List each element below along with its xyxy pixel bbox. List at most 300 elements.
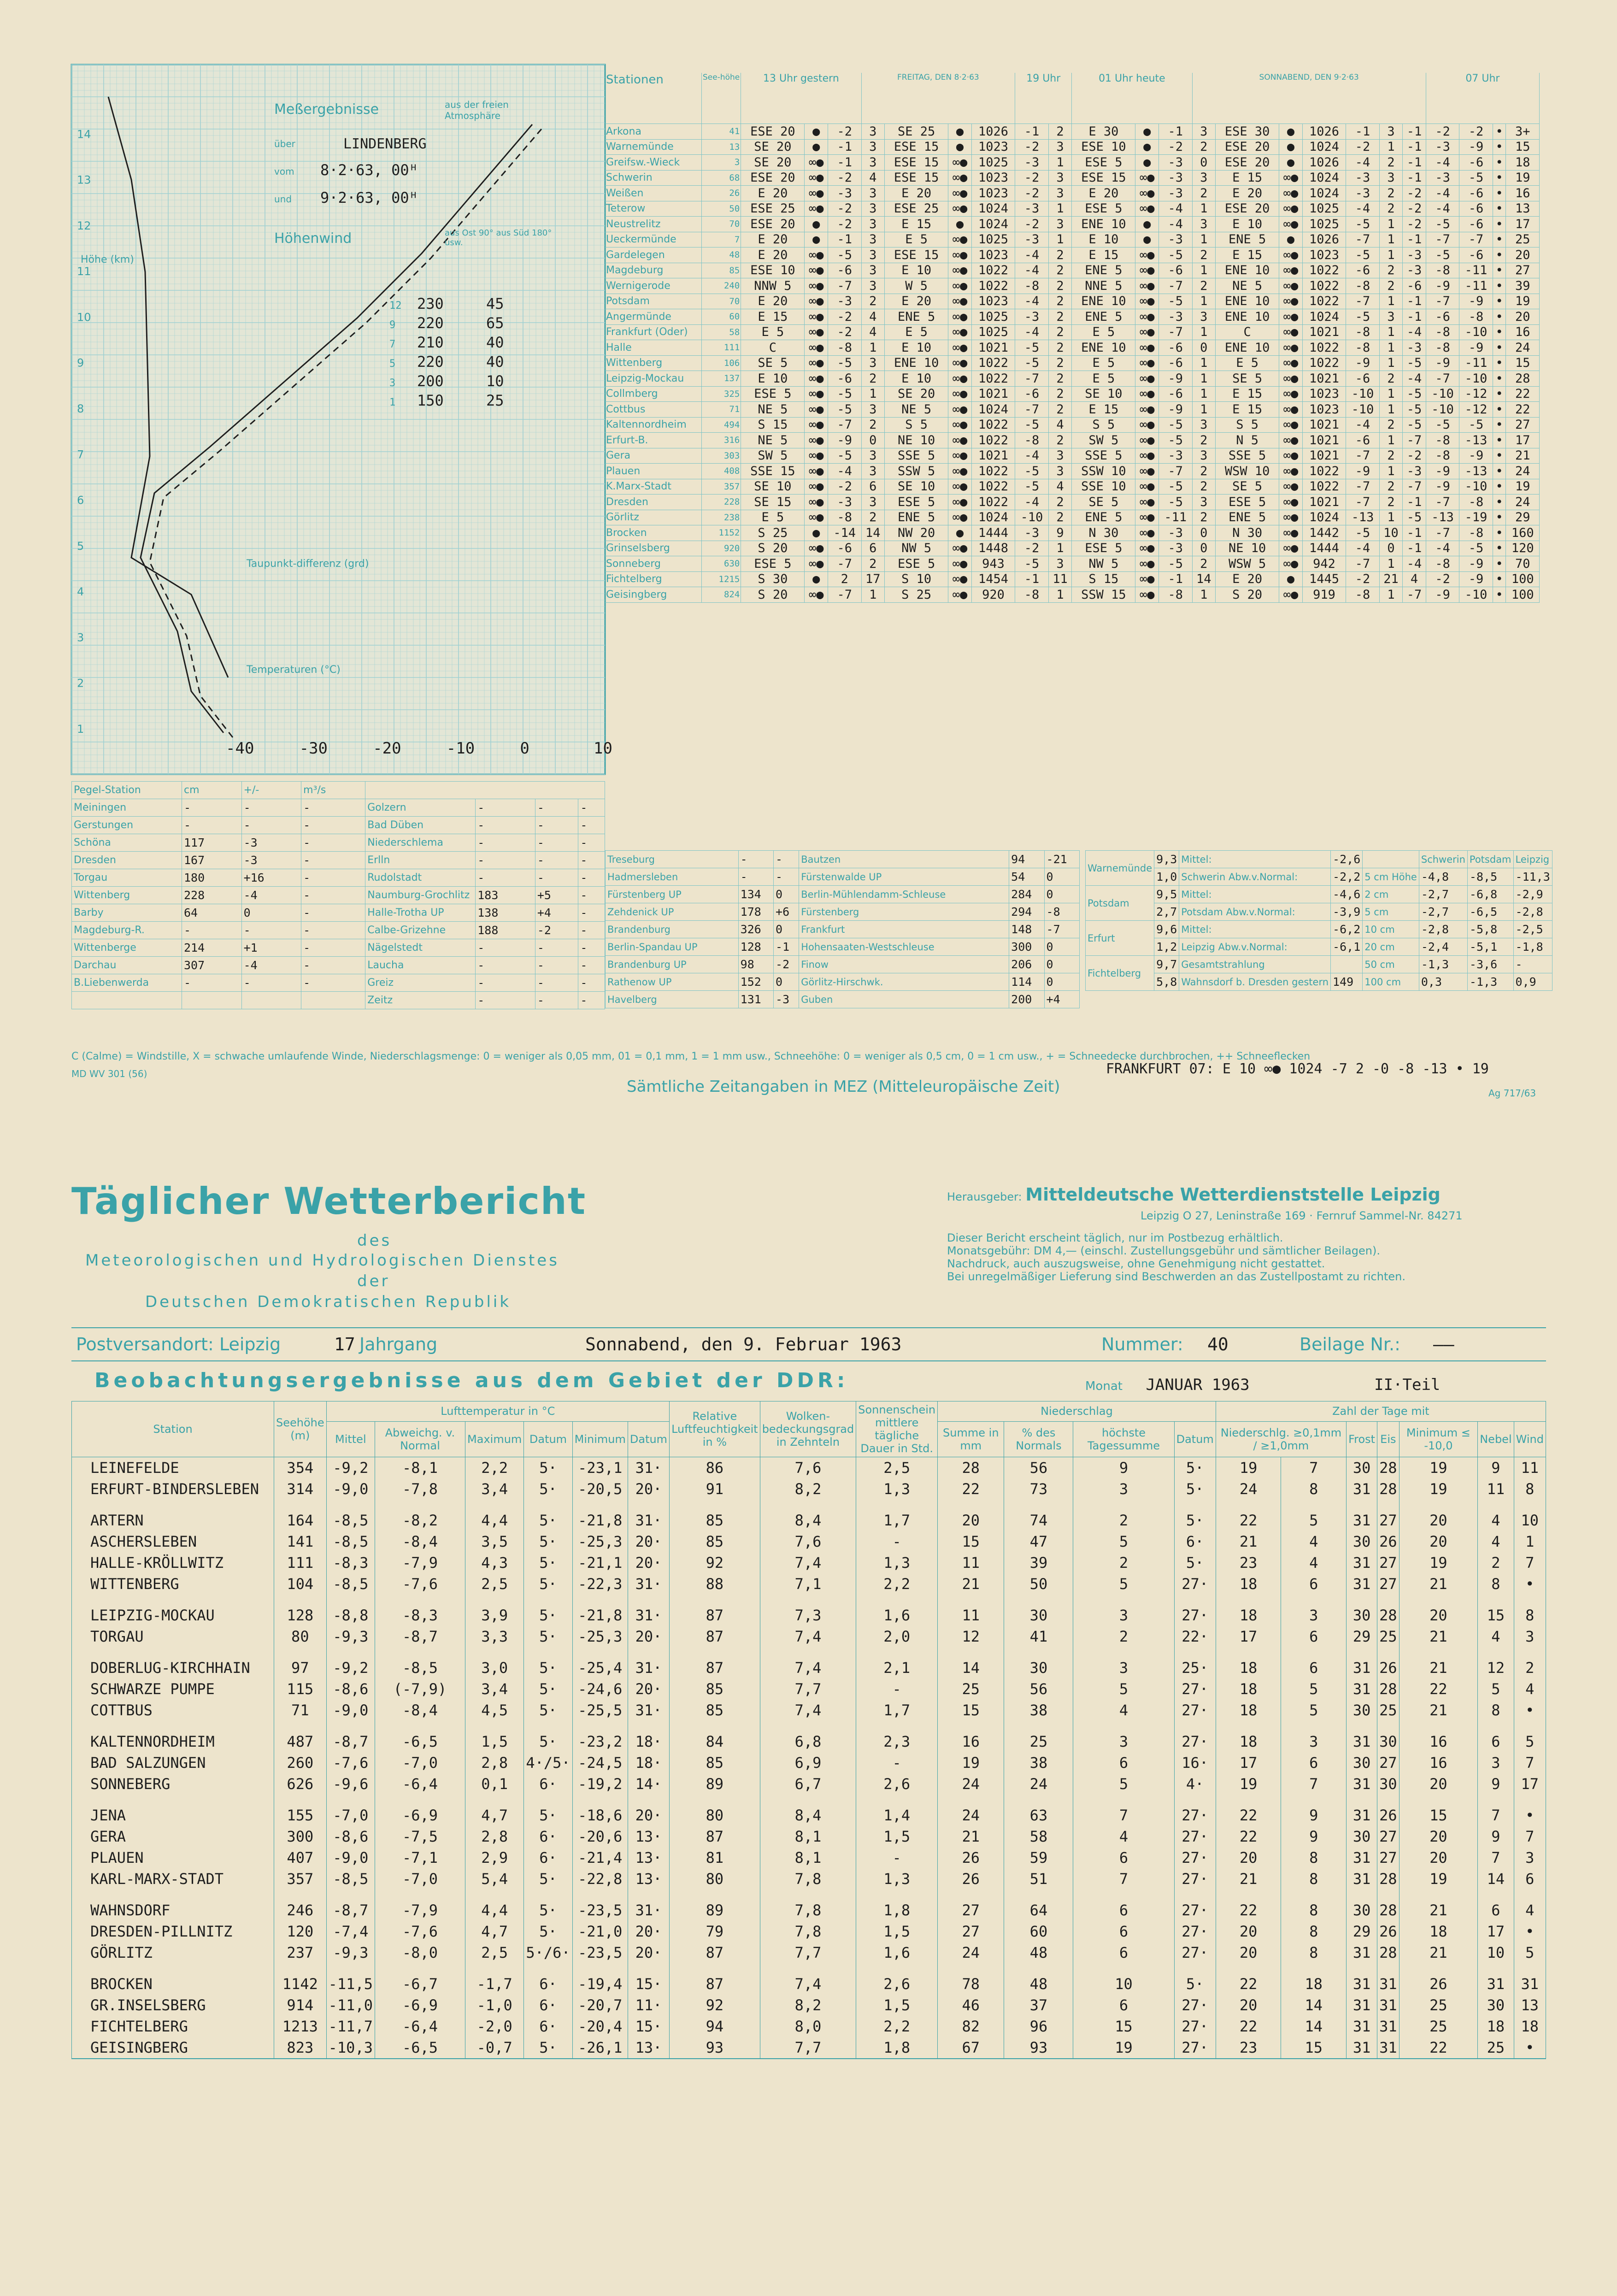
station-cell: -2 (1403, 217, 1426, 232)
gap-cell (1073, 1595, 1174, 1605)
station-alt: 48 (702, 247, 741, 263)
cell: 2 (1478, 1552, 1514, 1573)
cell: 27· (1174, 1921, 1216, 1942)
station-cell: -2 (1403, 186, 1426, 201)
cell: 31· (628, 1510, 669, 1531)
mean-temp-value: -6,2 (1331, 921, 1363, 938)
part-label: II·Teil (1374, 1376, 1441, 1394)
pub-name: Mitteldeutsche Wetterdienststelle Leipzig (1025, 1184, 1441, 1205)
station-cell: ● (805, 232, 828, 247)
station-cell: 1025 (1302, 201, 1346, 217)
cell: 22 (1216, 2016, 1281, 2037)
cell: 16 (1399, 1752, 1478, 1773)
station-cell: • (1493, 124, 1506, 140)
gap-cell (1478, 1795, 1514, 1805)
havel-name: Brandenburg UP (606, 956, 739, 973)
gap-cell (524, 1595, 572, 1605)
gap-cell (72, 1890, 274, 1900)
station-cell: -4 (1015, 495, 1048, 510)
station-cell: -7 (1426, 495, 1459, 510)
cell: 28 (1377, 1900, 1399, 1921)
cell: 1,5 (856, 1995, 938, 2016)
station-cell: SE 10 (885, 479, 948, 495)
havel-name: Havelberg (606, 991, 739, 1008)
cell: 15· (628, 2016, 669, 2037)
cell: 3,4 (465, 1678, 524, 1700)
station-cell: -8 (1015, 587, 1048, 603)
cell: 26 (1377, 1531, 1399, 1552)
station-cell: ● (1135, 155, 1159, 171)
spree-diff: 0 (1044, 886, 1079, 903)
station-cell: 3 (1379, 309, 1403, 325)
station-cell: -1 (1015, 571, 1048, 587)
station-cell: 1 (1192, 263, 1216, 278)
station-cell: -3 (1159, 448, 1192, 464)
station-alt: 60 (702, 309, 741, 325)
spree-value: 300 (1009, 938, 1044, 956)
cell: 30 (1377, 1773, 1399, 1795)
gap-cell (1347, 1500, 1377, 1510)
day2-label: 01 Uhr heute (1072, 73, 1192, 124)
station-cell: 1 (861, 587, 885, 603)
cell: 19 (938, 1752, 1004, 1773)
station-cell: -5 (1346, 217, 1379, 232)
cell: 92 (670, 1995, 760, 2016)
station-cell: ∞● (948, 386, 972, 402)
station-cell: 1 (861, 386, 885, 402)
gap-cell (1073, 1647, 1174, 1657)
station-cell: ∞● (948, 587, 972, 603)
station-cell: 0 (1192, 541, 1216, 556)
station-cell: NW 20 (885, 525, 948, 541)
row-gap (72, 1795, 1546, 1805)
cell: -7,9 (375, 1900, 465, 1921)
cell: 19 (1399, 1552, 1478, 1573)
sunshine-value: 2,7 (1154, 903, 1179, 921)
cell: 20 (1399, 1847, 1478, 1868)
cell: 39 (1004, 1552, 1073, 1573)
h-min10: Minimum ≤ -10,0 (1399, 1421, 1478, 1457)
section-title: Beobachtungsergebnisse aus dem Gebiet der DDR: (94, 1369, 849, 1392)
cell: 26 (1377, 1657, 1399, 1678)
month-value: JANUAR 1963 (1146, 1376, 1250, 1394)
station-cell: -8 (1426, 324, 1459, 340)
gap-cell (572, 1500, 628, 1510)
sunshine-station: Potsdam (1086, 886, 1154, 921)
cell: -21,1 (572, 1552, 628, 1573)
station-cell: 3+ (1506, 124, 1540, 140)
station-cell: ● (948, 124, 972, 140)
gap-cell (1281, 1500, 1347, 1510)
gap-cell (1281, 1721, 1347, 1731)
day1-label: 13 Uhr gestern (741, 73, 861, 124)
cell: 6 (1514, 1868, 1546, 1890)
station-alt: 106 (702, 355, 741, 371)
pub-line-3: Nachdruck, auch auszugsweise, ohne Genehmigung nicht gestattet. (947, 1257, 1325, 1270)
gauge-value: - (578, 817, 605, 834)
station-cell: 1023 (1302, 386, 1346, 402)
sunshine-temp-section (1085, 850, 1550, 991)
station-name: Schwerin (605, 170, 702, 186)
station-cell: E 15 (1216, 386, 1279, 402)
station-cell: S 20 (741, 541, 805, 556)
station-cell: • (1493, 541, 1506, 556)
station-cell: -9 (1459, 556, 1493, 572)
cell: 20 (1399, 1605, 1478, 1626)
sunshine-station: Fichtelberg (1086, 956, 1154, 991)
river-row (606, 921, 1080, 938)
station-name: K.Marx-Stadt (605, 479, 702, 495)
station-name: Collmberg (605, 386, 702, 402)
cell: 9 (1281, 1826, 1347, 1847)
cell: -6,9 (375, 1805, 465, 1826)
station-cell: 1025 (1302, 217, 1346, 232)
station-cell: -2 (1346, 139, 1379, 155)
station-cell: ENE 10 (1072, 340, 1135, 356)
spree-value: 114 (1009, 973, 1044, 991)
station-row (605, 571, 1540, 587)
gauge-value: - (241, 974, 301, 992)
station-cell: 3 (1192, 417, 1216, 433)
gap-cell (465, 1795, 524, 1805)
station-cell: 19 (1506, 479, 1540, 495)
gauge-value: - (535, 817, 578, 834)
station-cell: 1 (1192, 402, 1216, 418)
h-wind: Wind (1514, 1421, 1546, 1457)
station-cell: 1 (1192, 232, 1216, 247)
gauge-empty (241, 992, 301, 1009)
cell: 18 (1478, 2016, 1514, 2037)
station-row (605, 232, 1540, 247)
station-cell: ESE 20 (1216, 201, 1279, 217)
station-cell: 3 (861, 217, 885, 232)
cell: 30 (1478, 1995, 1514, 2016)
gauge-row (72, 992, 605, 1009)
cell: 27 (1377, 1826, 1399, 1847)
gap-cell (375, 1890, 465, 1900)
gap-cell (856, 1890, 938, 1900)
h-cloud: Wolken-bedeckungsgrad in Zehnteln (760, 1401, 856, 1457)
gauge-value: - (241, 922, 301, 939)
gauge-value: - (301, 922, 365, 939)
station-row (605, 186, 1540, 201)
cell: 3,5 (465, 1531, 524, 1552)
table-row (72, 1973, 1546, 1995)
gap-cell (670, 1647, 760, 1657)
cell: 93 (670, 2037, 760, 2059)
station-cell: • (1493, 402, 1506, 418)
cell: 12 (938, 1626, 1004, 1647)
station-cell: 1444 (1302, 541, 1346, 556)
station-name: LEINEFELDE (72, 1457, 274, 1479)
cell: 11 (938, 1552, 1004, 1573)
gap-cell (856, 1963, 938, 1973)
station-cell: SW 5 (741, 448, 805, 464)
station-cell: -6 (1159, 340, 1192, 356)
havel-value: 326 (738, 921, 773, 938)
station-cell: -11 (1159, 510, 1192, 525)
cell: -7,0 (326, 1805, 375, 1826)
cell: 5· (524, 1605, 572, 1626)
x-tick: 0 (520, 739, 529, 758)
gap-cell (72, 1795, 274, 1805)
station-cell: ∞● (1135, 263, 1159, 278)
cell: - (856, 1847, 938, 1868)
soil-value: -1,3 (1467, 973, 1513, 991)
station-cell: ESE 5 (741, 556, 805, 572)
cell: 5· (1174, 1457, 1216, 1479)
cell: 19 (1399, 1868, 1478, 1890)
cell: -1,7 (465, 1973, 524, 1995)
station-cell: 70 (1506, 556, 1540, 572)
mean-temp-label: Gesamtstrahlung (1179, 956, 1331, 973)
gap-cell (72, 1595, 274, 1605)
cell: 7,3 (760, 1605, 856, 1626)
cell: 64 (1004, 1900, 1073, 1921)
station-cell: 4 (1048, 417, 1072, 433)
y-tick: 3 (77, 631, 84, 644)
cell: 1,3 (856, 1478, 938, 1500)
soil-value: -2,4 (1419, 938, 1467, 956)
station-cell: ● (948, 139, 972, 155)
station-cell: ∞● (805, 247, 828, 263)
station-cell: S 5 (1216, 417, 1279, 433)
cell: 20 (1216, 1942, 1281, 1963)
station-cell: -8 (1346, 340, 1379, 356)
beilage-label: Beilage Nr.: (1299, 1334, 1400, 1354)
cell: 5 (1073, 1678, 1174, 1700)
station-cell: 2 (1048, 371, 1072, 387)
station-cell: S 30 (741, 571, 805, 587)
pub-line-1: Dieser Bericht erscheint täglich, nur im Postbezug erhältlich. (947, 1231, 1283, 1244)
table-row (72, 2016, 1546, 2037)
gauge-value: +16 (241, 869, 301, 887)
publisher-block (947, 1184, 1546, 1283)
cell: 7 (1514, 1752, 1546, 1773)
station-cell: -3 (1159, 186, 1192, 201)
station-cell: ∞● (805, 417, 828, 433)
station-cell: -6 (1459, 217, 1493, 232)
station-cell: ∞● (1279, 448, 1303, 464)
station-cell: ∞● (948, 510, 972, 525)
station-cell: -8 (828, 340, 861, 356)
station-cell: -5 (828, 247, 861, 263)
station-cell: 2 (861, 510, 885, 525)
cell: 8 (1281, 1847, 1347, 1868)
station-name: Geisingberg (605, 587, 702, 603)
cell: 4 (1281, 1552, 1347, 1573)
cell: 4 (1514, 1678, 1546, 1700)
station-cell: 1 (1192, 386, 1216, 402)
cell: 13 (1514, 1995, 1546, 2016)
gap-cell (1399, 1647, 1478, 1657)
station-cell: -4 (1159, 217, 1192, 232)
nummer-label: Nummer: (1101, 1334, 1183, 1354)
station-cell: 100 (1506, 587, 1540, 603)
station-cell: 1 (1379, 510, 1403, 525)
cell: 2,8 (465, 1826, 524, 1847)
station-cell: ∞● (1135, 587, 1159, 603)
station-cell: 18 (1506, 155, 1540, 171)
station-cell: -3 (1346, 170, 1379, 186)
cell: 58 (1004, 1826, 1073, 1847)
gap-cell (938, 1647, 1004, 1657)
gauge-value: - (578, 834, 605, 852)
station-cell: 1023 (971, 294, 1015, 309)
cell: • (1514, 2037, 1546, 2059)
station-cell: ESE 5 (1072, 201, 1135, 217)
station-cell: 1021 (971, 340, 1015, 356)
station-cell: SSE 15 (741, 464, 805, 479)
gauge-value: - (182, 974, 242, 992)
cell: 5· (524, 1457, 572, 1479)
gap-cell (1216, 1795, 1281, 1805)
mez-note: Sämtliche Zeitangaben in MEZ (Mitteleuropäische Zeit) (627, 1077, 1060, 1096)
station-cell: ∞● (1279, 433, 1303, 448)
station-cell: -5 (1015, 464, 1048, 479)
station-cell: • (1493, 448, 1506, 464)
soil-header: Leipzig (1513, 851, 1552, 868)
station-cell: E 10 (741, 371, 805, 387)
station-cell: -5 (1426, 417, 1459, 433)
gauge-value: - (578, 957, 605, 974)
havel-spree-section (605, 850, 1080, 1008)
cell: -6,5 (375, 1731, 465, 1752)
gap-cell (856, 1595, 938, 1605)
station-cell: -9 (1346, 355, 1379, 371)
monthly-observations-table (71, 1401, 1546, 2059)
station-name: Gardelegen (605, 247, 702, 263)
gap-cell (670, 1721, 760, 1731)
cell: -0,7 (465, 2037, 524, 2059)
cell: 8,2 (760, 1995, 856, 2016)
station-cell: 1 (1192, 355, 1216, 371)
cell: 9 (1478, 1826, 1514, 1847)
cell: 8 (1478, 1573, 1514, 1595)
gap-cell (326, 1721, 375, 1731)
cell: 4,4 (465, 1900, 524, 1921)
station-name: Leipzig-Mockau (605, 371, 702, 387)
station-alt: 70 (702, 217, 741, 232)
gauge-value: - (476, 939, 535, 957)
cell: 27 (938, 1900, 1004, 1921)
station-cell: SW 5 (1072, 433, 1135, 448)
gap-cell (1514, 1963, 1546, 1973)
cell: 97 (274, 1657, 327, 1678)
station-cell: 1021 (1302, 448, 1346, 464)
cell: 6 (1478, 1900, 1514, 1921)
cell: 5· (524, 1552, 572, 1573)
station-cell: SSE 5 (1072, 448, 1135, 464)
station-cell: N 5 (1216, 433, 1279, 448)
cell: 5·/6· (524, 1942, 572, 1963)
cell: 89 (670, 1773, 760, 1795)
station-cell: ∞● (805, 433, 828, 448)
cell: -25,4 (572, 1657, 628, 1678)
cell: 8 (1281, 1921, 1347, 1942)
station-cell: -10 (1426, 386, 1459, 402)
cell: 30 (1377, 1731, 1399, 1752)
station-cell: -2 (1015, 139, 1048, 155)
cell: -9,0 (326, 1700, 375, 1721)
cell: 22 (1216, 1973, 1281, 1995)
wind-speed: 40 (486, 353, 504, 371)
station-cell: -1 (1403, 294, 1426, 309)
station-cell: -2 (1459, 124, 1493, 140)
station-cell: E 10 (885, 263, 948, 278)
cell: 31 (1377, 1973, 1399, 1995)
station-alt: 920 (702, 541, 741, 556)
station-cell: NE 5 (1216, 278, 1279, 294)
cell: 6 (1073, 1900, 1174, 1921)
spree-value: 148 (1009, 921, 1044, 938)
station-cell: SSW 15 (1072, 587, 1135, 603)
gauge-value: - (578, 887, 605, 904)
station-alt: 7 (702, 232, 741, 247)
cell: 25· (1174, 1657, 1216, 1678)
station-cell: 1 (1379, 217, 1403, 232)
cell: 25 (1377, 1700, 1399, 1721)
station-cell: • (1493, 170, 1506, 186)
gap-cell (670, 1500, 760, 1510)
river-row (606, 956, 1080, 973)
gauge-name: Erlln (365, 852, 476, 869)
wind-row (389, 314, 523, 334)
havel-name: Rathenow UP (606, 973, 739, 991)
height-label: Höhe (km) (81, 254, 134, 265)
station-cell: 16 (1506, 186, 1540, 201)
cell: -8,7 (326, 1731, 375, 1752)
cell: 59 (1004, 1847, 1073, 1868)
station-cell: -7 (1346, 479, 1379, 495)
station-alt: 325 (702, 386, 741, 402)
station-cell: NE 5 (741, 433, 805, 448)
gap-cell (1004, 1721, 1073, 1731)
station-cell: ENE 10 (1216, 294, 1279, 309)
cell: 7,8 (760, 1868, 856, 1890)
issue-date: Sonnabend, den 9. Februar 1963 (585, 1334, 902, 1354)
havel-diff: +6 (774, 903, 799, 921)
station-cell: -5 (1459, 417, 1493, 433)
cell: -8,1 (375, 1457, 465, 1479)
station-cell: ∞● (805, 556, 828, 572)
cell: 3 (1281, 1605, 1347, 1626)
gap-cell (524, 1963, 572, 1973)
cell: -10,3 (326, 2037, 375, 2059)
station-cell: -2 (1403, 201, 1426, 217)
station-name: COTTBUS (72, 1700, 274, 1721)
havel-value: - (738, 851, 773, 868)
station-alt: 13 (702, 139, 741, 155)
havel-value: - (738, 868, 773, 886)
h-datum3: Datum (1174, 1421, 1216, 1457)
cell: 4 (1514, 1900, 1546, 1921)
station-cell: -19 (1459, 510, 1493, 525)
cell: 1,6 (856, 1605, 938, 1626)
gauge-value: 183 (476, 887, 535, 904)
havel-diff: - (774, 851, 799, 868)
station-cell: -2 (1015, 217, 1048, 232)
gap-cell (628, 1963, 669, 1973)
postort-label: Postversandort: Leipzig (76, 1334, 281, 1354)
cell: 22· (1174, 1626, 1216, 1647)
cell: 96 (1004, 2016, 1073, 2037)
cell: -23,5 (572, 1900, 628, 1921)
gap-cell (760, 1721, 856, 1731)
gauge-row (72, 974, 605, 992)
cell: 4 (1281, 1531, 1347, 1552)
station-cell: ∞● (805, 309, 828, 325)
